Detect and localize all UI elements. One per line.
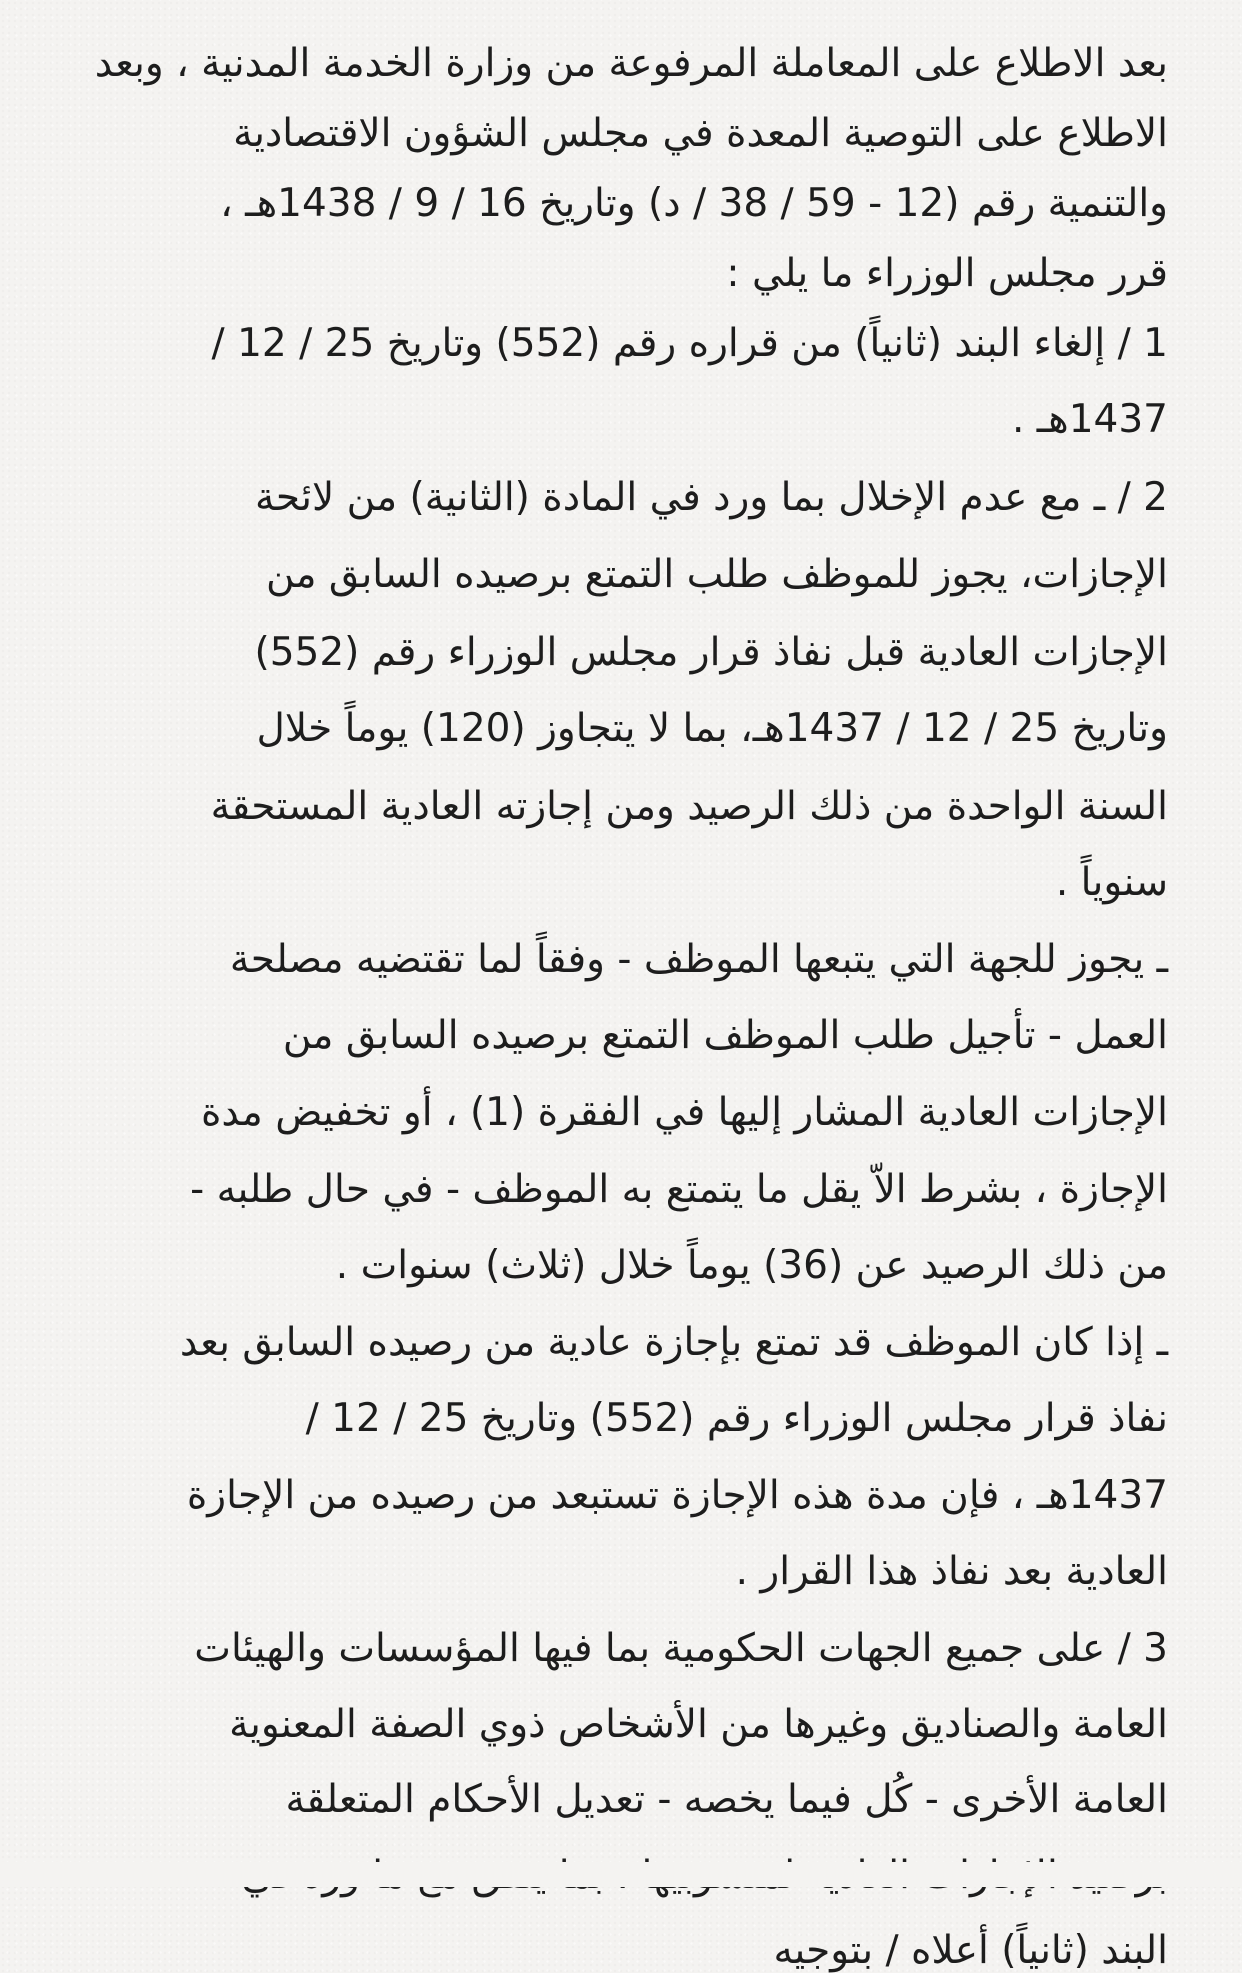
text-line: البند (ثانياً) أعلاه / بتوجيه: [773, 1928, 1168, 1973]
text-line: سنوياً .: [1055, 860, 1168, 905]
text-line: قرر مجلس الوزراء ما يلي :: [726, 251, 1168, 296]
text-line: 2 / ـ مع عدم الإخلال بما ورد في المادة (الثانية) من لائحة: [255, 475, 1168, 520]
text-line: السنة الواحدة من ذلك الرصيد ومن إجازته العادية المستحقة: [210, 784, 1168, 829]
text-line: العمل - تأجيل طلب الموظف التمتع برصيده السابق من: [282, 1013, 1168, 1058]
text-line: الإجازة ، بشرط الاّ يقل ما يتمتع به الموظف - في حال طلبه -: [190, 1167, 1168, 1212]
text-line: 1437هـ .: [1011, 397, 1168, 442]
text-line: الإجازات العادية المشار إليها في الفقرة (1) ، أو تخفيض مدة: [201, 1090, 1168, 1135]
text-line: والتنمية رقم (12 - 59 / 38 / د) وتاريخ 16 / 9 / 1438هـ ،: [220, 181, 1168, 226]
text-line: نفاذ قرار مجلس الوزراء رقم (552) وتاريخ 25 / 12 /: [305, 1396, 1168, 1441]
text-line: 3 / على جميع الجهات الحكومية بما فيها المؤسسات والهيئات: [194, 1626, 1168, 1671]
text-line: ـ يجوز للجهة التي يتبعها الموظف - وفقاً لما تقتضيه مصلحة: [229, 937, 1168, 982]
text-line: العادية بعد نفاذ هذا القرار .: [735, 1549, 1168, 1594]
text-line: الإجازات، يجوز للموظف طلب التمتع برصيده السابق من: [265, 552, 1168, 597]
text-line: 1437هـ ، فإن مدة هذه الإجازة تستبعد من رصيده من الإجازة: [186, 1473, 1168, 1518]
text-line: من ذلك الرصيد عن (36) يوماً خلال (ثلاث) سنوات .: [335, 1243, 1168, 1288]
decree-document: [58, 41, 1168, 1973]
text-line: العامة الأخرى - كُل فيما يخصه - تعديل الأحكام المتعلقة: [285, 1777, 1168, 1822]
text-line: الإجازات العادية قبل نفاذ قرار مجلس الوزراء رقم (552): [254, 630, 1168, 675]
text-line: الاطلاع على التوصية المعدة في مجلس الشؤون الاقتصادية: [233, 111, 1168, 156]
text-line: 1 / إلغاء البند (ثانياً) من قراره رقم (552) وتاريخ 25 / 12 /: [211, 321, 1168, 366]
text-line: ـ إذا كان الموظف قد تمتع بإجازة عادية من رصيده السابق بعد: [179, 1320, 1168, 1365]
text-line: بعد الاطلاع على المعاملة المرفوعة من وزارة الخدمة المدنية ، وبعد: [94, 41, 1168, 86]
text-line: وتاريخ 25 / 12 / 1437هـ، بما لا يتجاوز (120) يوماً خلال: [256, 706, 1168, 751]
text-line: العامة والصناديق وغيرها من الأشخاص ذوي الصفة المعنوية: [229, 1702, 1168, 1747]
page-edge: [0, 1862, 1242, 1887]
